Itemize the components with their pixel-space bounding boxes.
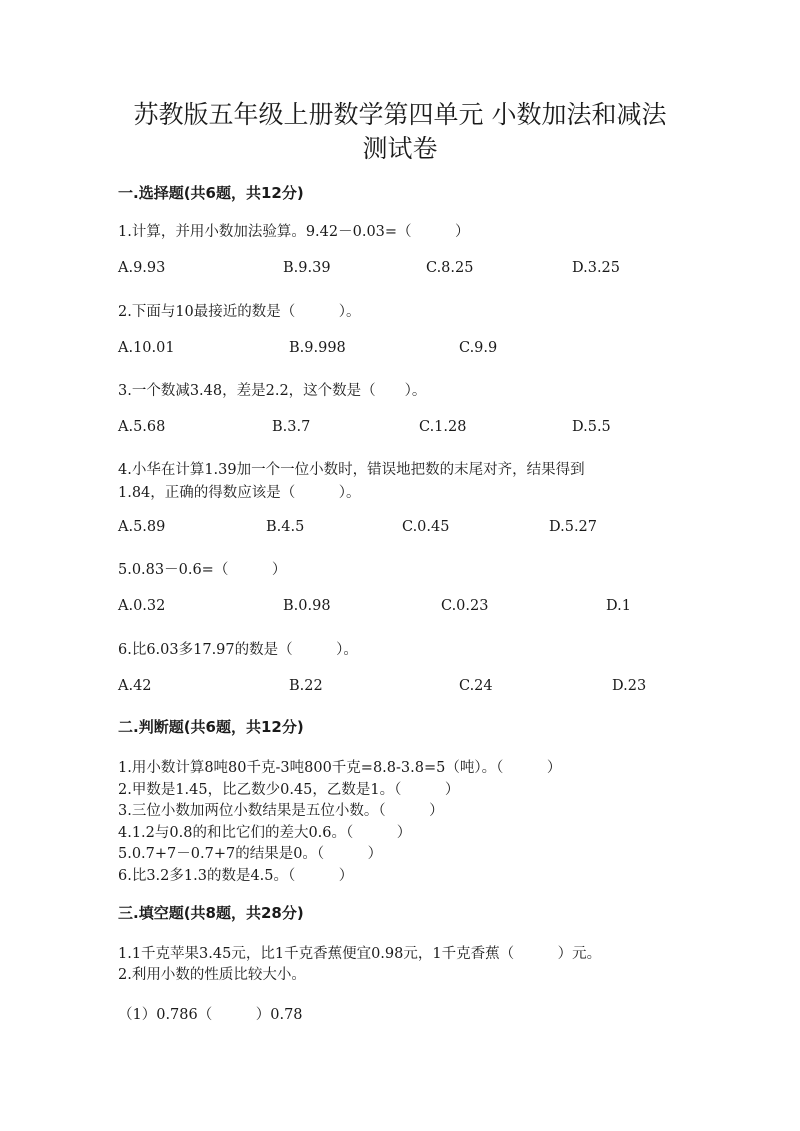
judge-item: 5.0.7+7－0.7+7的结果是0。（ ） xyxy=(118,846,383,862)
option-d: D.5.5 xyxy=(572,419,611,435)
option-a: A.0.32 xyxy=(118,598,166,614)
question-stem: 4.小华在计算1.39加一个一位小数时，错误地把数的末尾对齐，结果得到 xyxy=(118,462,585,478)
fill-item: 2.利用小数的性质比较大小。 xyxy=(118,967,306,983)
option-a: A.9.93 xyxy=(118,260,166,276)
section-header-judge: 二.判断题(共6题，共12分) xyxy=(118,718,304,736)
question-stem: 6.比6.03多17.97的数是（ ）。 xyxy=(118,642,358,658)
option-c: C.0.45 xyxy=(402,519,450,535)
section-header-fill: 三.填空题(共8题，共28分) xyxy=(118,904,304,922)
question-stem: 2.下面与10最接近的数是（ ）。 xyxy=(118,304,361,320)
option-b: B.9.39 xyxy=(283,260,331,276)
page-title: 苏教版五年级上册数学第四单元 小数加法和减法 xyxy=(133,100,667,129)
option-a: A.10.01 xyxy=(118,340,175,356)
judge-item: 3.三位小数加两位小数结果是五位小数。（ ） xyxy=(118,803,444,819)
option-b: B.9.998 xyxy=(289,340,346,356)
option-a: A.42 xyxy=(118,678,152,694)
judge-item: 1.用小数计算8吨80千克-3吨800千克=8.8-3.8=5（吨）。（ ） xyxy=(118,760,562,776)
option-b: B.0.98 xyxy=(283,598,331,614)
option-c: C.9.9 xyxy=(459,340,498,356)
option-b: B.22 xyxy=(289,678,323,694)
option-b: B.4.5 xyxy=(266,519,305,535)
option-c: C.0.23 xyxy=(441,598,489,614)
option-a: A.5.89 xyxy=(118,519,166,535)
option-d: D.5.27 xyxy=(549,519,598,535)
option-d: D.3.25 xyxy=(572,260,621,276)
option-c: C.8.25 xyxy=(426,260,474,276)
option-d: D.23 xyxy=(612,678,647,694)
option-c: C.24 xyxy=(459,678,493,694)
option-d: D.1 xyxy=(606,598,631,614)
question-stem: 3.一个数减3.48，差是2.2，这个数是（ ）。 xyxy=(118,383,427,399)
option-a: A.5.68 xyxy=(118,419,166,435)
option-c: C.1.28 xyxy=(419,419,467,435)
judge-item: 2.甲数是1.45，比乙数少0.45，乙数是1。（ ） xyxy=(118,782,460,798)
judge-item: 4.1.2与0.8的和比它们的差大0.6。（ ） xyxy=(118,825,412,841)
question-stem-continued: 1.84，正确的得数应该是（ ）。 xyxy=(118,485,361,501)
judge-item: 6.比3.2多1.3的数是4.5。（ ） xyxy=(118,868,354,884)
option-b: B.3.7 xyxy=(272,419,311,435)
fill-item: 1.1千克苹果3.45元，比1千克香蕉便宜0.98元，1千克香蕉（ ）元。 xyxy=(118,946,602,962)
question-stem: 1.计算，并用小数加法验算。9.42－0.03=（ ） xyxy=(118,224,470,240)
page-title-continued: 测试卷 xyxy=(362,134,438,163)
fill-subitem: （1）0.786（ ）0.78 xyxy=(118,1007,303,1023)
question-stem: 5.0.83－0.6=（ ） xyxy=(118,562,287,578)
section-header-choice: 一.选择题(共6题，共12分) xyxy=(118,184,304,202)
